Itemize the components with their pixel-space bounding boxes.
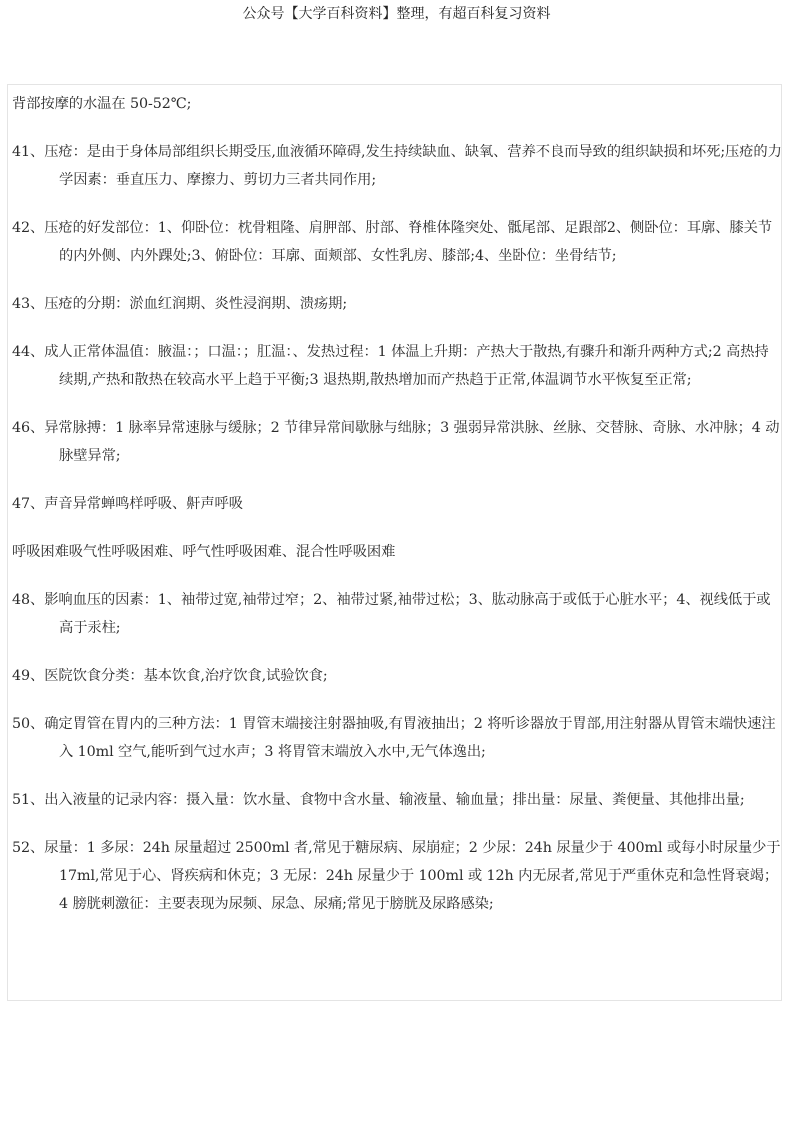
note-50-gastric-tube: 50、确定胃管在胃内的三种方法：1 胃管末端接注射器抽吸,有胃液抽出；2 将听诊器放于胃部,用注射器从胃管末端快速注入 10ml 空气,能听到气过水声；3 将胃管末端放入水中,无气体逸出; [12,716,776,760]
note-49-hospital-diet: 49、医院饮食分类：基本饮食,治疗饮食,试验饮食; [12,668,328,684]
note-42-ulcer-sites: 42、压疮的好发部位：1、仰卧位：枕骨粗隆、肩胛部、肘部、脊椎体隆突处、骶尾部、足跟部2、侧卧位：耳廓、膝关节的内外侧、内外踝处;3、俯卧位：耳廓、面颊部、女性乳房、膝部;4、坐卧位：坐骨结节; [12,220,773,264]
note-44-body-temperature: 44、成人正常体温值：腋温：；口温：；肛温：、发热过程：1 体温上升期：产热大于散热,有骤升和渐升两种方式;2 高热持续期,产热和散热在较高水平上趋于平衡;3 退热期,散热增加而产热趋于正常,体温调节水平恢复至正常; [12,344,769,388]
note-52-urine-volume: 52、尿量：1 多尿：24h 尿量超过 2500ml 者,常见于糖尿病、尿崩症；2 少尿：24h 尿量少于 400ml 或每小时尿量少于 17ml,常见于心、肾疾病和休克；3 无尿：24h 尿量少于 100ml 或 12h 内无尿者,常见于严重休克和急性肾衰竭；4 膀胱刺激征：主要表现为尿频、尿急、尿痛;常见于膀胱及尿路感染; [12,840,781,912]
note-43-ulcer-stages: 43、压疮的分期：淤血红润期、炎性浸润期、溃疡期; [12,296,348,312]
note-47-abnormal-breath-sound: 47、声音异常蝉鸣样呼吸、鼾声呼吸 [12,496,243,512]
note-48-blood-pressure-factors: 48、影响血压的因素：1、袖带过宽,袖带过窄；2、袖带过紧,袖带过松；3、肱动脉高于或低于心脏水平；4、视线低于或高于汞柱; [12,592,771,636]
note-46-abnormal-pulse: 46、异常脉搏：1 脉率异常速脉与缓脉；2 节律异常间歇脉与绌脉；3 强弱异常洪脉、丝脉、交替脉、奇脉、水冲脉；4 动脉壁异常; [12,420,780,464]
note-51-fluid-record: 51、出入液量的记录内容：摄入量：饮水量、食物中含水量、输液量、输血量；排出量：尿量、粪便量、其他排出量; [12,792,745,808]
note-dyspnea: 呼吸困难吸气性呼吸困难、呼气性呼吸困难、混合性呼吸困难 [12,544,396,560]
note-41-pressure-ulcer: 41、压疮：是由于身体局部组织长期受压,血液循环障碍,发生持续缺血、缺氧、营养不良而导致的组织缺损和坏死;压疮的力学因素：垂直压力、摩擦力、剪切力三者共同作用; [12,144,782,188]
page-header: 公众号【大学百科资料】整理，有超百科复习资料 [242,6,551,22]
notes-list [12,90,782,938]
note-back-massage-temp: 背部按摩的水温在 50-52℃; [12,96,192,112]
